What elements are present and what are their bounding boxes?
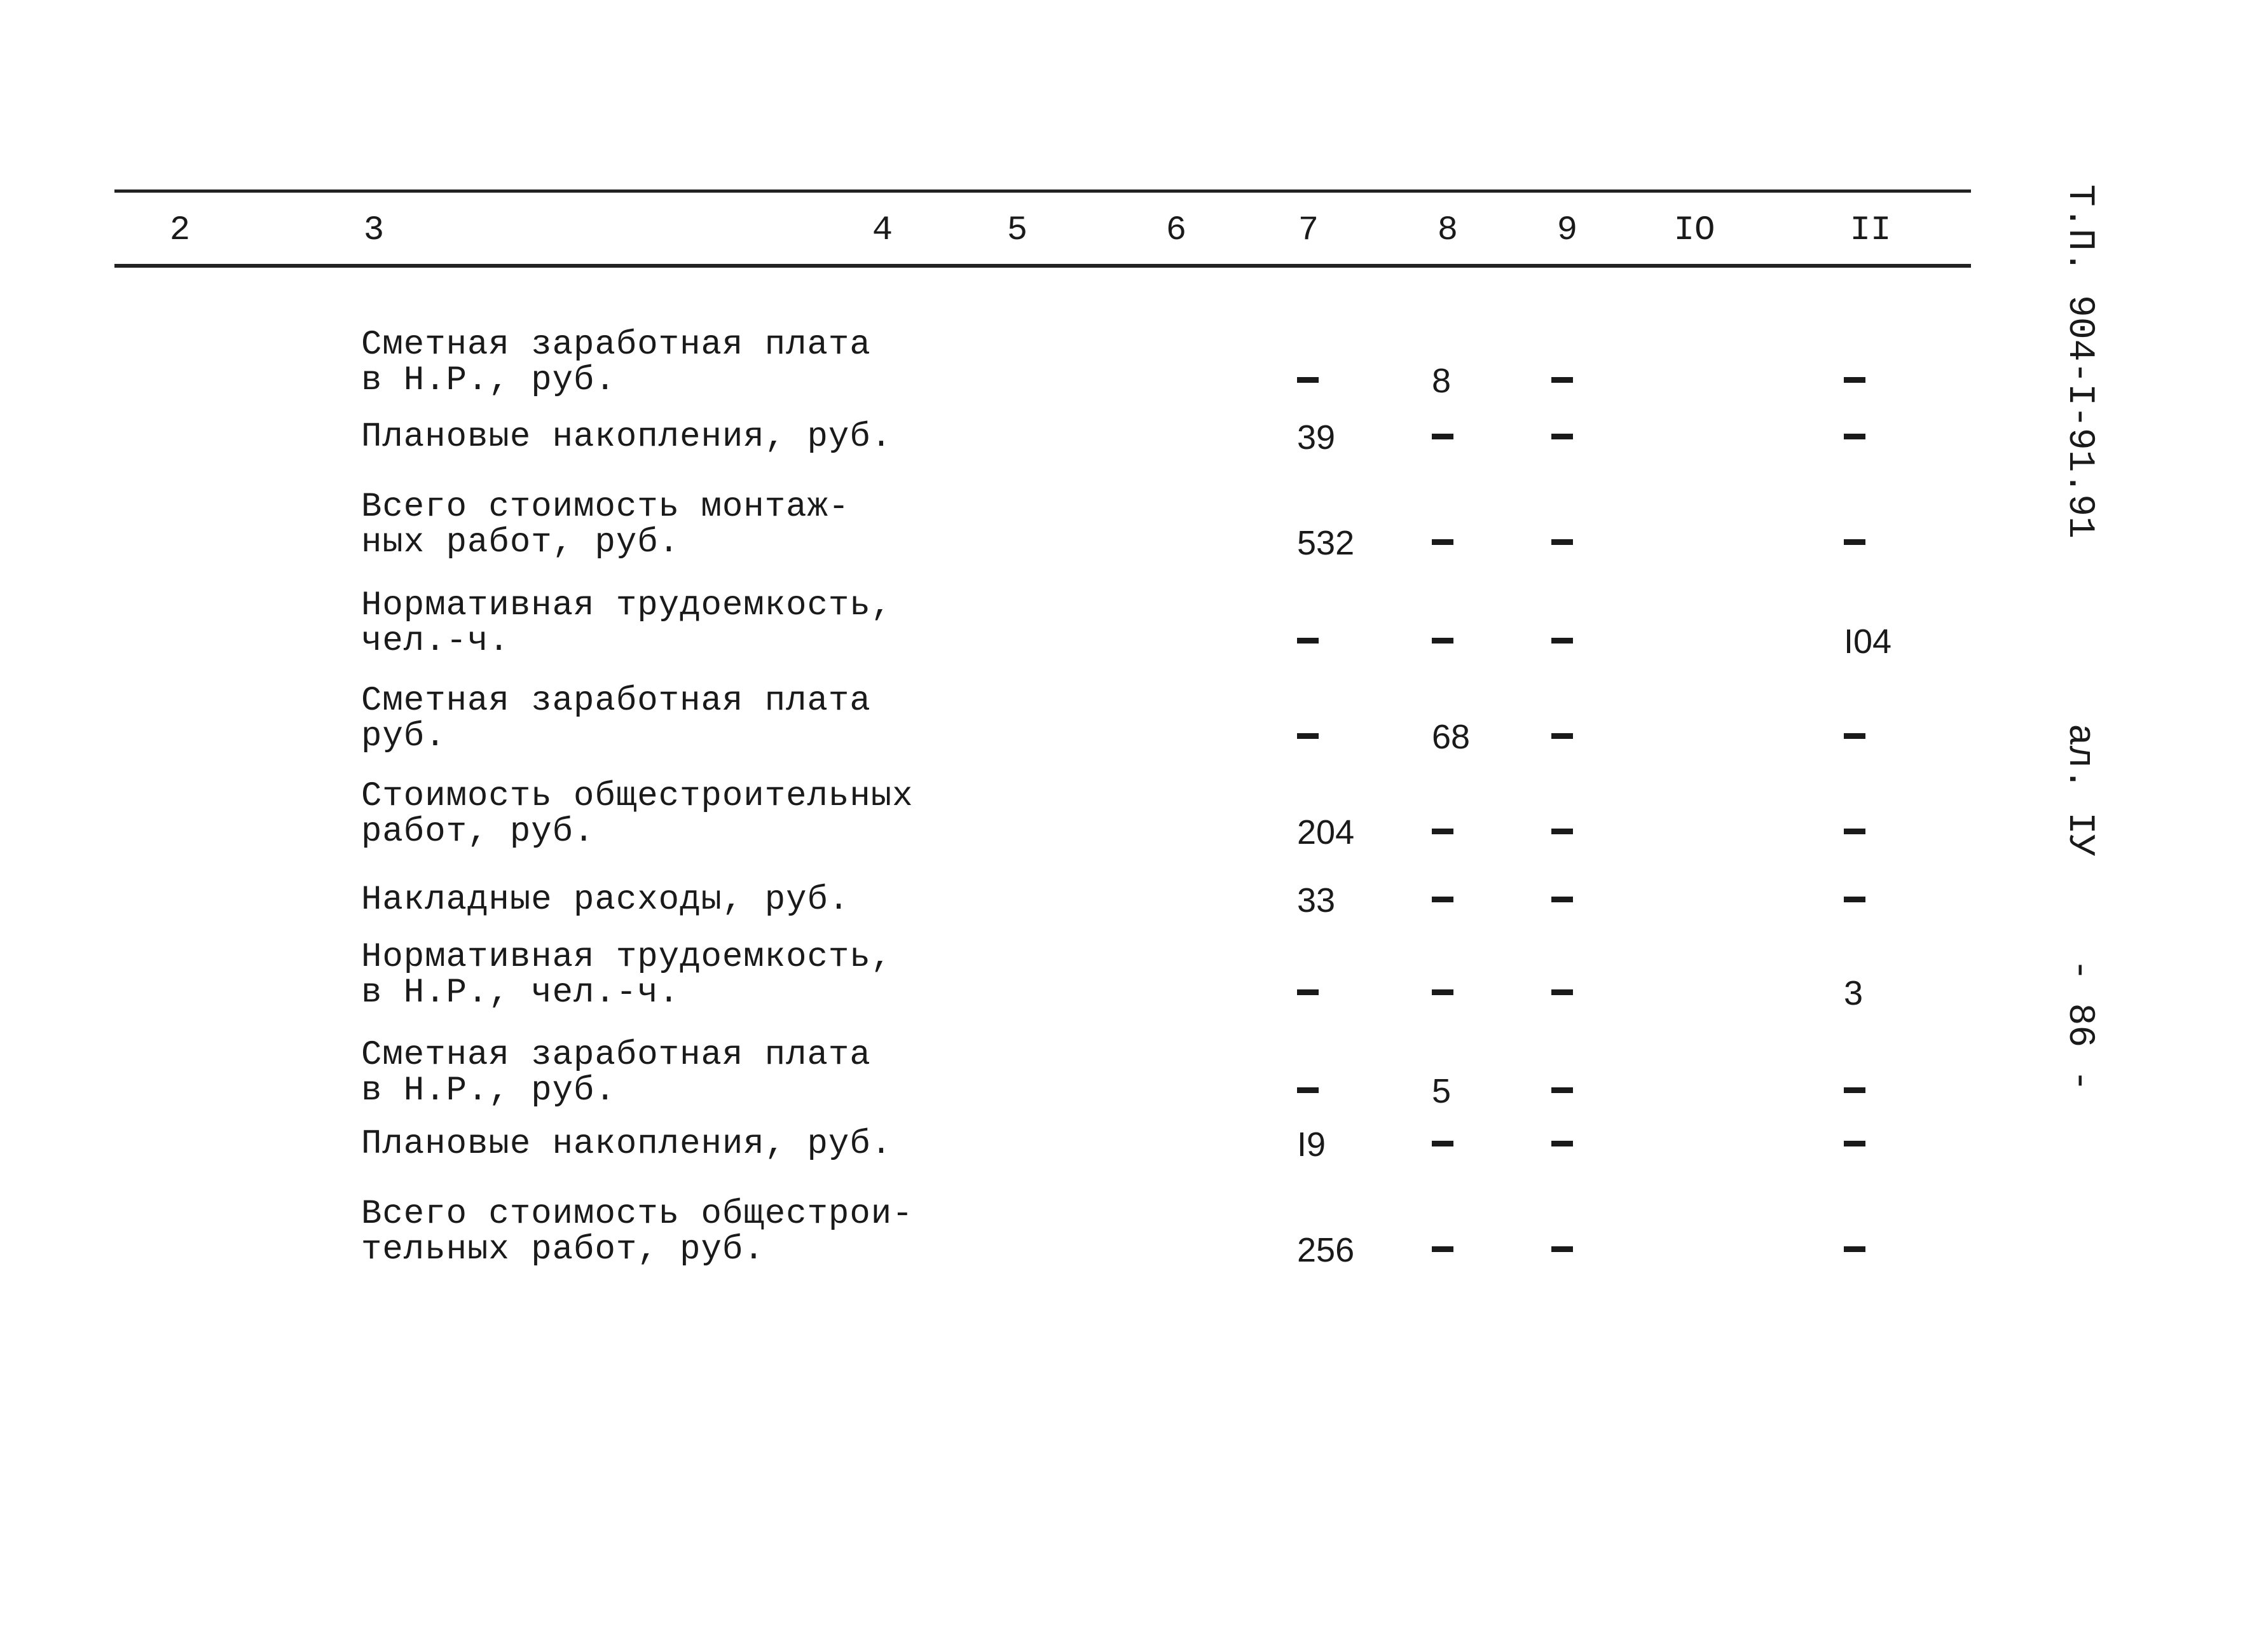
dash-mark [1551,989,1573,995]
cell-col-8 [1432,1127,1453,1162]
row-label: Стоимость общестроительных работ, руб. [361,777,914,851]
dash-mark [1297,377,1319,383]
dash-mark [1551,539,1573,545]
cell-col-7 [1297,624,1319,659]
cell-col-9 [1551,883,1573,918]
row-label: Плановые накопления, руб. [361,1125,893,1164]
cell-col-8 [1432,624,1453,659]
cell-col-7 [1297,883,1335,921]
cell-col-9 [1551,815,1573,850]
cell-col-8 [1432,975,1453,1011]
cell-col-11 [1844,719,1865,755]
row-label: Сметная заработная плата руб. [361,682,871,756]
cell-col-11 [1844,815,1865,850]
cell-col-8 [1432,815,1453,850]
cell-col-8 [1432,719,1470,758]
column-header: 2 [169,211,191,250]
column-header: 4 [872,211,893,250]
dash-mark [1844,1246,1865,1252]
cell-value: 33 [1297,881,1336,919]
dash-mark [1432,1141,1453,1146]
cell-col-9 [1551,525,1573,561]
cell-col-7 [1297,1127,1326,1166]
cell-value: 8 [1432,362,1452,400]
row-label: Нормативная трудоемкость, в Н.Р., чел.-ч. [361,938,893,1012]
cell-col-9 [1551,1232,1573,1268]
table-top-rule [114,189,1971,193]
cell-col-11 [1844,363,1865,399]
dash-mark [1551,1246,1573,1252]
dash-mark [1297,1087,1319,1093]
cell-col-9 [1551,1073,1573,1109]
cell-value: 68 [1432,718,1471,756]
cell-col-9 [1551,975,1573,1011]
dash-mark [1432,829,1453,834]
dash-mark [1432,897,1453,902]
dash-mark [1844,539,1865,545]
cell-col-8 [1432,363,1451,402]
row-label: Накладные расходы, руб. [361,881,850,919]
row-label: Сметная заработная плата в Н.Р., руб. [361,1036,871,1110]
cell-col-11 [1844,624,1892,663]
cell-col-9 [1551,1127,1573,1162]
dash-mark [1844,829,1865,834]
row-label: Всего стоимость монтаж- ных работ, руб. [361,488,850,562]
dash-mark [1551,897,1573,902]
dash-mark [1551,434,1573,439]
cell-col-7 [1297,975,1319,1011]
cell-col-11 [1844,1232,1865,1268]
cell-col-7 [1297,420,1335,458]
row-label: Нормативная трудоемкость, чел.-ч. [361,586,893,661]
dash-mark [1844,897,1865,902]
column-header: 3 [363,211,385,250]
page-number: - 86 - [2059,959,2100,1092]
dash-mark [1432,1246,1453,1252]
cell-col-7 [1297,719,1319,755]
cell-col-7 [1297,363,1319,399]
cell-col-8 [1432,883,1453,918]
cell-col-9 [1551,624,1573,659]
dash-mark [1551,1141,1573,1146]
cell-col-7 [1297,525,1354,564]
column-header: 5 [1006,211,1028,250]
cell-value: I04 [1844,623,1892,661]
cell-col-11 [1844,975,1863,1014]
cell-value: I9 [1297,1125,1326,1164]
cell-col-9 [1551,363,1573,399]
table-header-rule [114,264,1971,268]
dash-mark [1844,1141,1865,1146]
cell-col-11 [1844,525,1865,561]
dash-mark [1551,733,1573,739]
column-header: 9 [1556,211,1578,250]
cell-col-11 [1844,1127,1865,1162]
cell-value: 39 [1297,418,1336,457]
cell-col-11 [1844,420,1865,455]
cell-col-8 [1432,1232,1453,1268]
cell-value: 532 [1297,524,1355,562]
cell-col-7 [1297,1073,1319,1109]
column-header: 7 [1298,211,1319,250]
cell-value: 256 [1297,1231,1355,1269]
album-number: ал. IУ [2059,724,2100,857]
dash-mark [1432,989,1453,995]
column-header: 8 [1437,211,1459,250]
dash-mark [1551,638,1573,644]
dash-mark [1432,638,1453,644]
dash-mark [1297,638,1319,644]
dash-mark [1844,733,1865,739]
cell-col-8 [1432,525,1453,561]
dash-mark [1551,377,1573,383]
document-code: Т.П. 904-I-91.91 [2059,184,2100,539]
cell-value: 3 [1844,974,1864,1012]
dash-mark [1551,829,1573,834]
cell-col-11 [1844,883,1865,918]
column-header: 6 [1165,211,1187,250]
column-header: II [1850,211,1892,250]
dash-mark [1551,1087,1573,1093]
row-label: Всего стоимость общестрои- тельных работ, руб. [361,1195,914,1269]
dash-mark [1844,1087,1865,1093]
cell-col-8 [1432,1073,1451,1112]
dash-mark [1844,434,1865,439]
row-label: Сметная заработная плата в Н.Р., руб. [361,326,871,400]
row-label: Плановые накопления, руб. [361,418,893,457]
dash-mark [1432,539,1453,545]
cell-col-11 [1844,1073,1865,1109]
cell-col-8 [1432,420,1453,455]
cell-col-7 [1297,815,1354,853]
cell-col-9 [1551,420,1573,455]
dash-mark [1297,989,1319,995]
column-header: IO [1673,211,1715,250]
cell-col-7 [1297,1232,1354,1271]
cell-value: 204 [1297,813,1355,851]
cell-col-9 [1551,719,1573,755]
dash-mark [1844,377,1865,383]
dash-mark [1432,434,1453,439]
dash-mark [1297,733,1319,739]
cell-value: 5 [1432,1072,1452,1110]
